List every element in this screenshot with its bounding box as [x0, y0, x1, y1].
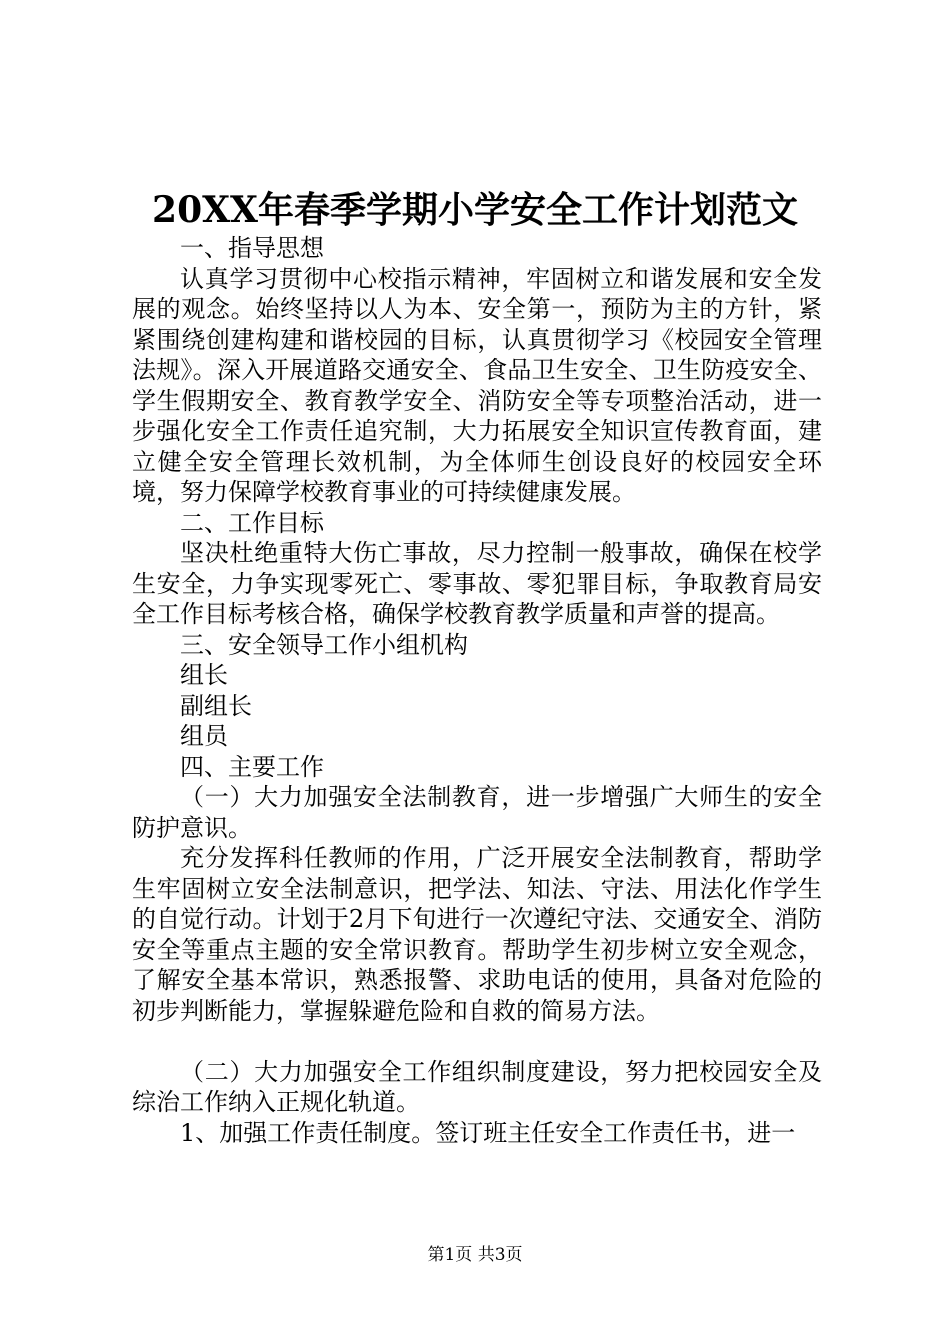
paragraph-legal-education: 充分发挥科任教师的作用，广泛开展安全法制教育，帮助学生牢固树立安全法制意识，把学法、知法、守法、用法化作学生的自觉行动。计划于2月下旬进行一次遵纪守法、交通安全、消防安全等重点主题的安全常识教育。帮助学生初步树立安全观念，了解安全基本常识，熟悉报警、求助电话的使用，具备对危险的初步判断能力，掌握躲避危险和自救的简易方法。: [132, 844, 822, 1025]
section-heading-leadership-group: 三、安全领导工作小组机构: [180, 630, 468, 659]
document-title: 20XX年春季学期小学安全工作计划范文: [152, 189, 798, 231]
list-item-members: 组员: [180, 722, 228, 750]
section-heading-work-goals: 二、工作目标: [180, 508, 324, 537]
paragraph-work-goals: 坚决杜绝重特大伤亡事故，尽力控制一般事故，确保在校学生安全，力争实现零死亡、零事故、零犯罪目标，争取教育局安全工作目标考核合格，确保学校教育教学质量和声誉的提高。: [132, 539, 822, 628]
section-heading-guiding-ideology: 一、指导思想: [180, 234, 324, 262]
paragraph-responsibility-system: 1、加强工作责任制度。签订班主任安全工作责任书，进一: [180, 1118, 796, 1147]
subheading-organization-system: （二）大力加强安全工作组织制度建设，努力把校园安全及综治工作纳入正规化轨道。: [132, 1057, 822, 1116]
document-body: [132, 233, 822, 1148]
section-heading-main-work: 四、主要工作: [180, 752, 324, 781]
list-item-leader: 组长: [180, 661, 228, 689]
list-item-deputy-leader: 副组长: [180, 691, 252, 720]
page-indicator: 第1页 共3页: [427, 1245, 523, 1265]
subheading-legal-education: （一）大力加强安全法制教育，进一步增强广大师生的安全防护意识。: [132, 783, 822, 842]
paragraph-guiding-ideology: 认真学习贯彻中心校指示精神，牢固树立和谐发展和安全发展的观念。始终坚持以人为本、安全第一，预防为主的方针，紧紧围绕创建构建和谐校园的目标，认真贯彻学习《校园安全管理法规》。深入开展道路交通安全、食品卫生安全、卫生防疫安全、学生假期安全、教育教学安全、消防安全等专项整治活动，进一步强化安全工作责任追究制，大力拓展安全知识宣传教育面，建立健全安全管理长效机制，为全体师生创设良好的校园安全环境，努力保障学校教育事业的可持续健康发展。: [132, 264, 822, 506]
